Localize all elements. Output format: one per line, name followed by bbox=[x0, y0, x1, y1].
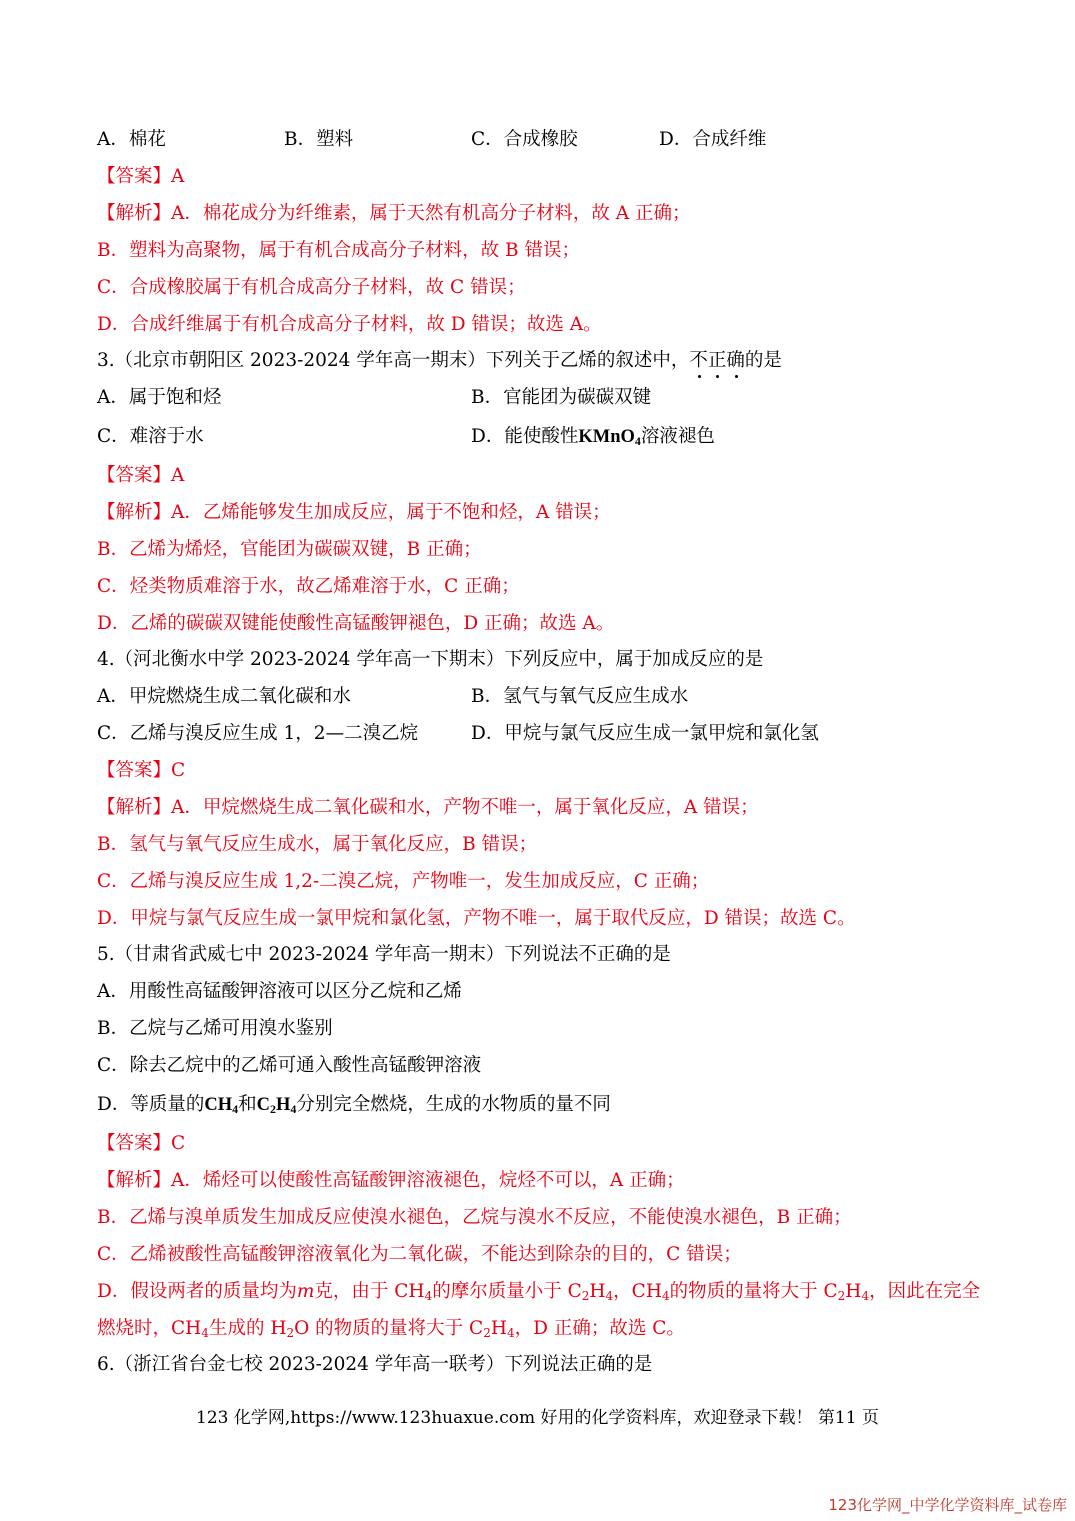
q5-analysis-d: D．假设两者的质量均为m克，由于 $CH_4$的摩尔质量小于 $C_2H_4$，$CH_4$的物质的量将大于 $C_2H_4$，因此在完全 bbox=[97, 1281, 981, 1303]
q4-analysis-d: D．甲烷与氯气反应生成一氯甲烷和氯化氢，产物不唯一，属于取代反应，D 错误；故选 C。 bbox=[97, 908, 856, 929]
q2-options bbox=[0, 127, 1075, 153]
q5-analysis-a: 【解析】A．烯烃可以使酸性高锰酸钾溶液褪色，烷烃不可以，A 正确； bbox=[97, 1170, 685, 1191]
q3-emphasis-2: 正 bbox=[707, 350, 727, 371]
q5-option-c: C．除去乙烷中的乙烯可通入酸性高锰酸钾溶液 bbox=[97, 1055, 482, 1076]
q2-option-d: D．合成纤维 bbox=[659, 129, 767, 150]
c2h4-formula: $C_2H_4$ bbox=[256, 1095, 297, 1116]
q3-analysis-c: C．烃类物质难溶于水，故乙烯难溶于水，C 正确； bbox=[97, 576, 520, 597]
q4-option-b: B．氢气与氧气反应生成水 bbox=[471, 686, 689, 707]
q3-option-c: C．难溶于水 bbox=[97, 426, 204, 447]
q3-option-d-end: 溶液褪色 bbox=[640, 426, 715, 447]
q3-option-a: A．属于饱和烃 bbox=[97, 387, 222, 408]
q4-analysis-c: C．乙烯与溴反应生成 1,2-二溴乙烷，产物唯一，发生加成反应，C 正确； bbox=[97, 871, 710, 892]
q5-analysis-b: B．乙烯与溴单质发生加成反应使溴水褪色，乙烷与溴水不反应，不能使溴水褪色，B 正确； bbox=[97, 1207, 852, 1228]
q3-option-b: B．官能团为碳碳双键 bbox=[471, 387, 652, 408]
q5-option-d-and: 和 bbox=[238, 1094, 257, 1115]
q2-option-c: C．合成橡胶 bbox=[471, 129, 578, 150]
q5-option-d-text: D．等质量的 bbox=[97, 1094, 205, 1115]
ch4-formula: $CH_4$ bbox=[204, 1095, 239, 1116]
q5-option-d bbox=[97, 1092, 611, 1118]
q4-stem: 4.（河北衡水中学 2023-2024 学年高一下期末）下列反应中，属于加成反应的是 bbox=[97, 649, 764, 670]
kmno4-formula: KMnO$_4$ bbox=[578, 427, 641, 448]
watermark: 123化学网_中学化学资料库_试卷库 bbox=[828, 1496, 1067, 1514]
q5-answer: 【答案】C bbox=[97, 1133, 186, 1154]
q2-answer: 【答案】A bbox=[97, 166, 185, 187]
q2-analysis-b: B．塑料为高聚物，属于有机合成高分子材料，故 B 错误； bbox=[97, 240, 580, 261]
q5-option-d-end: 分别完全燃烧，生成的水物质的量不同 bbox=[296, 1094, 611, 1115]
page-footer: 123 化学网,https://www.123huaxue.com 好用的化学资料库，欢迎登录下载！ 第11 页 bbox=[196, 1408, 879, 1428]
q3-option-d bbox=[471, 424, 715, 450]
q3-option-d-text: D．能使酸性 bbox=[471, 426, 579, 447]
q2-analysis-c: C．合成橡胶属于有机合成高分子材料，故 C 错误； bbox=[97, 277, 526, 298]
q5-analysis-c: C．乙烯被酸性高锰酸钾溶液氧化为二氧化碳，不能达到除杂的目的，C 错误； bbox=[97, 1244, 742, 1265]
q2-option-b: B．塑料 bbox=[284, 129, 354, 150]
q5-stem: 5.（甘肃省武威七中 2023-2024 学年高一期末）下列说法不正确的是 bbox=[97, 944, 671, 965]
q2-option-a: A．棉花 bbox=[97, 129, 166, 150]
q3-stem-end: 的是 bbox=[744, 350, 782, 371]
q3-emphasis-1: 不 bbox=[689, 350, 708, 371]
q3-answer: 【答案】A bbox=[97, 465, 185, 486]
q4-analysis-a: 【解析】A．甲烷燃烧生成二氧化碳和水，产物不唯一，属于氧化反应，A 错误； bbox=[97, 797, 759, 818]
q6-stem: 6.（浙江省台金七校 2023-2024 学年高一联考）下列说法正确的是 bbox=[97, 1354, 653, 1375]
q3-analysis-b: B．乙烯为烯烃，官能团为碳碳双键，B 正确； bbox=[97, 539, 482, 560]
q2-analysis-a: 【解析】A．棉花成分为纤维素，属于天然有机高分子材料，故 A 正确； bbox=[97, 203, 691, 224]
q4-answer: 【答案】C bbox=[97, 760, 186, 781]
q3-analysis-d: D．乙烯的碳碳双键能使酸性高锰酸钾褪色，D 正确；故选 A。 bbox=[97, 613, 615, 634]
q4-analysis-b: B．氢气与氧气反应生成水，属于氧化反应，B 错误； bbox=[97, 834, 538, 855]
q5-option-a: A．用酸性高锰酸钾溶液可以区分乙烷和乙烯 bbox=[97, 981, 462, 1002]
q5-analysis-d-cont: 燃烧时，$CH_4$生成的 $H_2O$ 的物质的量将大于 $C_2H_4$，D 正确；故选 C。 bbox=[97, 1318, 685, 1340]
q4-option-c: C．乙烯与溴反应生成 1，2—二溴乙烷 bbox=[97, 723, 419, 744]
q3-stem-text: 3.（北京市朝阳区 2023-2024 学年高一期末）下列关于乙烯的叙述中， bbox=[97, 350, 690, 371]
q3-analysis-a: 【解析】A．乙烯能够发生加成反应，属于不饱和烃，A 错误； bbox=[97, 502, 611, 523]
q2-analysis-d: D．合成纤维属于有机合成高分子材料，故 D 错误；故选 A。 bbox=[97, 314, 602, 335]
q3-stem bbox=[97, 348, 782, 374]
q4-option-a: A．甲烷燃烧生成二氧化碳和水 bbox=[97, 686, 351, 707]
q4-option-d: D．甲烷与氯气反应生成一氯甲烷和氯化氢 bbox=[471, 723, 819, 744]
q3-emphasis-3: 确 bbox=[726, 350, 745, 371]
q5-option-b: B．乙烷与乙烯可用溴水鉴别 bbox=[97, 1018, 333, 1039]
